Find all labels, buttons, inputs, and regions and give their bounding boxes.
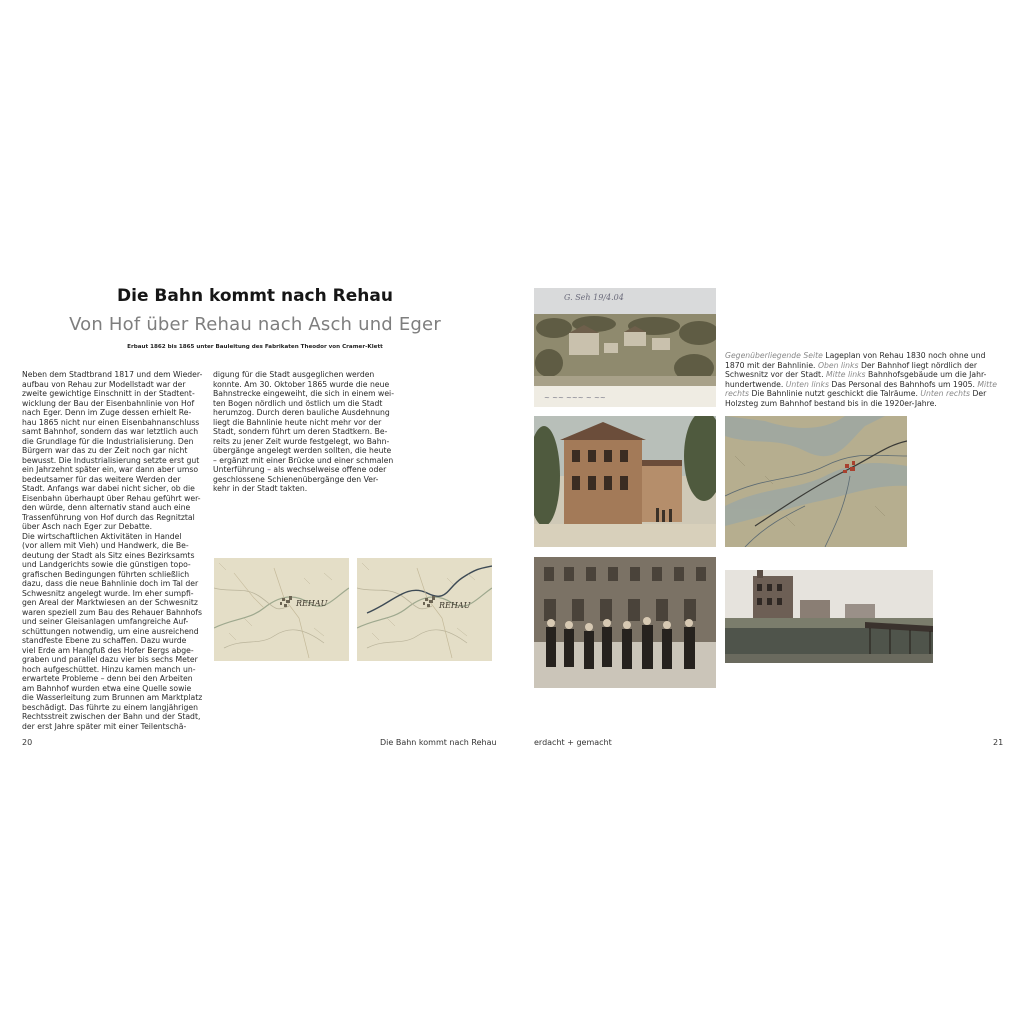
caption-text: Holzsteg zum Bahnhof bestand bis in die 1920er-Jahre. — [725, 398, 937, 408]
column2-line: herumzog. Durch deren bauliche Ausdehnung — [213, 408, 390, 417]
page-number-right: 21 — [993, 738, 1004, 747]
chapter-title: Die Bahn kommt nach Rehau — [117, 286, 393, 306]
column1-line: viel Erde am Hangfuß des Hofer Bergs abge- — [22, 645, 194, 655]
photo-wooden-footbridge — [725, 570, 933, 663]
map1-label: REHAU — [296, 599, 328, 608]
photo-station-building — [534, 416, 716, 547]
historic-map-1870 — [357, 558, 492, 661]
column1-line: die Wasserleitung zum Brunnen am Marktplatz — [22, 693, 203, 702]
caption-line — [725, 370, 1005, 380]
column1-line: Bürgern war das zu der Zeit noch gar nicht — [22, 446, 188, 455]
caption-line — [725, 351, 1005, 361]
caption-text: Der Bahnhof liegt nördlich der — [858, 360, 978, 370]
running-head-right: erdacht + gemacht — [534, 738, 612, 747]
caption-text: 1870 mit der Bahnlinie. — [725, 360, 818, 370]
photo-topographic-map-detail — [725, 416, 907, 547]
caption-text: Bahnhofsgebäude um die Jahr- — [865, 370, 987, 380]
column2-line: ten Bogen nördlich und östlich um die Stadt — [213, 398, 383, 408]
caption-text: Schwesnitz vor der Stadt. — [725, 370, 826, 380]
column1-line: erwartete Probleme – denn bei den Arbeiten — [22, 674, 193, 683]
column1-line: ein Jahrzehnt später ein, war dann aber umso — [22, 465, 199, 474]
running-head-left: Die Bahn kommt nach Rehau — [380, 738, 497, 747]
column1-line: Trassenführung von Hof durch das Regnitztal — [22, 512, 195, 522]
column1-line: die Grundlage für die Industrialisierung. Den — [22, 436, 194, 446]
column1-line: am Bahnhof wurden etwa eine Quelle sowie — [22, 683, 192, 693]
column1-line: den würde, denn alternativ stand auch eine — [22, 503, 191, 512]
column1-line: gen Areal der Marktwiesen an der Schwesnitz — [22, 598, 198, 607]
column1-line: grafischen Bedingungen führten schließlich — [22, 569, 190, 579]
chapter-kicker: Erbaut 1862 bis 1865 unter Bauleitung des Fabrikaten Theodor von Cramer-Klett — [127, 344, 383, 350]
column1-line: Schwesnitz angelegt wurde. Im eher sumpfi- — [22, 588, 194, 598]
map2-label: REHAU — [439, 601, 471, 610]
body-text-column-1 — [22, 370, 204, 731]
caption-text: Die Bahnlinie nutzt geschickt die Talräume. — [749, 389, 921, 399]
column2-line: Stadt, sondern führt um deren Stadtkern. Be- — [213, 427, 388, 436]
column1-line: zweite gewichtige Einschnitt in der Stadtent- — [22, 389, 195, 398]
chapter-subtitle: Von Hof über Rehau nach Asch und Eger — [69, 314, 441, 335]
svg-text:~ ~~ ~~~ ~ ~~: ~ ~~ ~~~ ~ ~~ — [544, 394, 606, 402]
column1-line: und Landgerichts sowie die günstigen topo- — [22, 560, 191, 569]
historic-map-1830 — [214, 558, 349, 661]
caption-position-label: Mitte — [977, 379, 997, 389]
caption-line — [725, 389, 1005, 399]
column1-line: bewusst. Die Industrialisierung setzte erst gut — [22, 455, 200, 465]
column1-line: (vor allem mit Vieh) und Handwerk, die Be- — [22, 541, 189, 550]
caption-line — [725, 399, 1005, 409]
caption-text: Der — [970, 389, 987, 399]
column1-line: bedeutsamer für das weitere Werden der — [22, 474, 181, 484]
column2-line: kehr in der Stadt takten. — [213, 484, 308, 493]
caption-position-label: Oben links — [817, 360, 859, 370]
column1-line: waren speziell zum Bau des Rehauer Bahnhofs — [22, 607, 202, 617]
column1-line: deutung der Stadt als Sitz eines Bezirksamts — [22, 550, 195, 560]
caption-line — [725, 361, 1005, 371]
postcard-handwriting: G. Seh 19/4.04 — [564, 293, 624, 302]
caption-position-label: Mitte links — [825, 370, 866, 380]
column1-line: hau 1865 nicht nur einen Eisenbahnanschluss — [22, 417, 200, 427]
column2-line: reits zu jener Zeit wurde festgelegt, wo Bahn- — [213, 436, 390, 446]
page-number-left: 20 — [22, 738, 33, 747]
column1-line: hoch aufgeschüttet. Hinzu kamen manch un- — [22, 664, 196, 674]
column2-line: liegt die Bahnlinie heute nicht mehr vor der — [213, 417, 382, 427]
column2-line: übergänge angelegt werden sollten, die heute — [213, 446, 392, 455]
caption-text: hundertwende. — [725, 379, 786, 389]
column2-line: Bahnstrecke eingeweiht, die sich in einem wei- — [213, 389, 394, 398]
caption-position-label: rechts — [725, 389, 750, 399]
column1-line: schüttungen notwendig, um eine ausreichend — [22, 626, 199, 636]
column1-line: Die wirtschaftlichen Aktivitäten in Handel — [22, 531, 182, 541]
column1-line: wicklung der Bau der Eisenbahnlinie von Hof — [22, 398, 195, 408]
column2-line: – ergänzt mit einer Brücke und einer schmalen — [213, 455, 394, 465]
column1-line: Eisenbahn überhaupt über Rehau geführt wer- — [22, 493, 201, 503]
photo-station-overview-postcard — [534, 288, 716, 407]
column2-line: digung für die Stadt ausgeglichen werden — [213, 370, 375, 379]
photo-caption — [725, 351, 1005, 409]
column1-line: standfeste Ebene zu schaffen. Dazu wurde — [22, 636, 187, 645]
column1-line: und seiner Gleisanlagen umfangreiche Auf- — [22, 617, 189, 626]
caption-position-label: Gegenüberliegende Seite — [725, 351, 823, 360]
body-text-column-2 — [213, 370, 395, 494]
column1-line: Neben dem Stadtbrand 1817 und dem Wieder- — [22, 370, 203, 379]
column1-line: Stadt. Anfangs war dabei nicht sicher, ob die — [22, 484, 195, 493]
column1-line: der erst Jahre später mit einer Teilentschä- — [22, 721, 187, 731]
column1-line: aufbau von Rehau zur Modellstadt war der — [22, 379, 186, 389]
caption-text: Das Personal des Bahnhofs um 1905. — [828, 379, 978, 389]
column2-line: konnte. Am 30. Oktober 1865 wurde die neue — [213, 379, 390, 389]
column1-line: Rechtsstreit zwischen der Bahn und der Stadt, — [22, 712, 201, 721]
column2-line: geschlossene Schienenübergänge den Ver- — [213, 474, 379, 484]
column1-line: samt Bahnhof, sondern das war letztlich auch — [22, 427, 199, 436]
caption-text: Lageplan von Rehau 1830 noch ohne und — [822, 351, 986, 360]
column2-line: Unterführung – als wechselweise offene oder — [213, 465, 387, 474]
column1-line: über Asch nach Eger zur Debatte. — [22, 522, 153, 531]
caption-position-label: Unten links — [785, 379, 829, 389]
caption-position-label: Unten rechts — [920, 389, 970, 399]
photo-station-staff — [534, 557, 716, 688]
caption-line — [725, 380, 1005, 390]
column1-line: beschädigt. Das führte zu einem langjährigen — [22, 702, 198, 712]
column1-line: graben und parallel dazu vier bis sechs Meter — [22, 655, 198, 664]
column1-line: dazu, dass die neue Bahnlinie doch im Tal der — [22, 579, 199, 588]
column1-line: nach Eger. Denn im Zuge dessen erhielt Re- — [22, 408, 192, 417]
